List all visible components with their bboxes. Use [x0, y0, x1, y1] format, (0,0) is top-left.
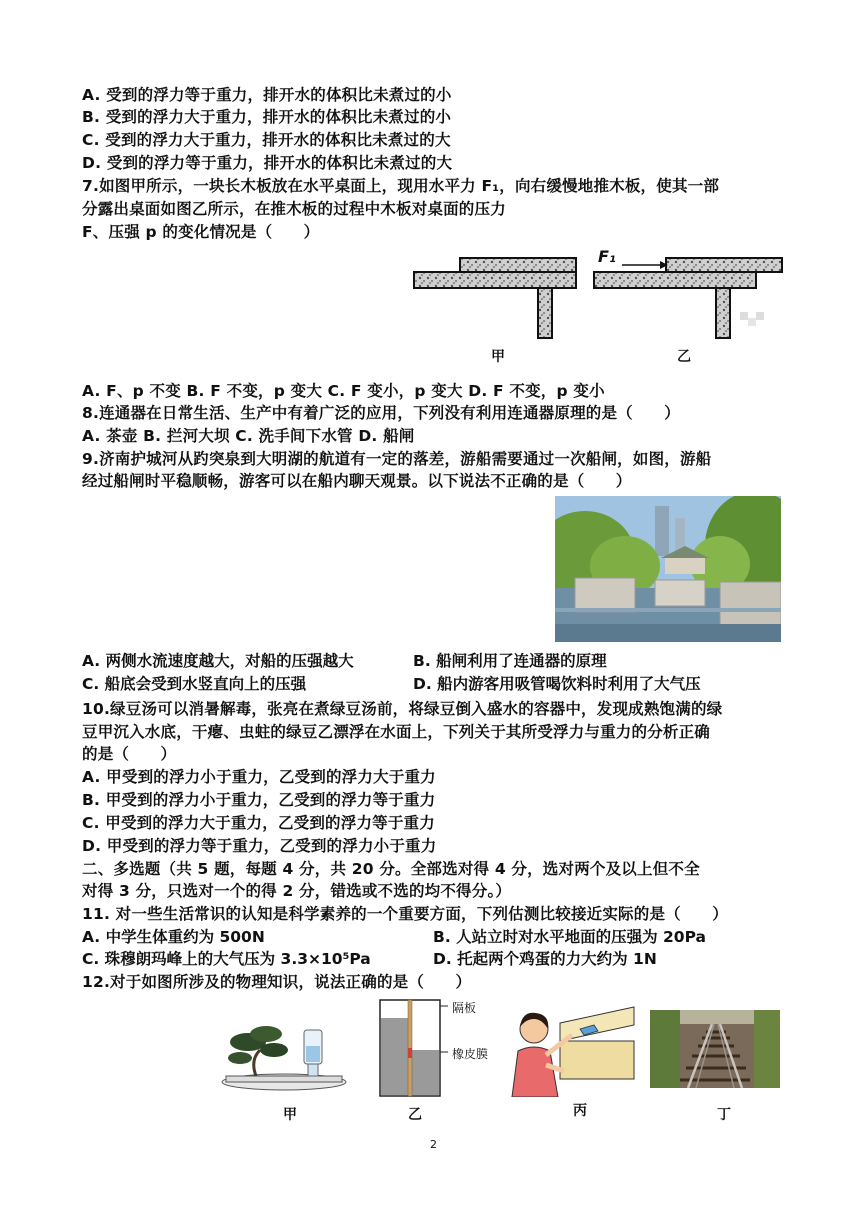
- q10-option-c: C. 甲受到的浮力大于重力，乙受到的浮力等于重力: [82, 814, 435, 832]
- q9-stem-line-2: 经过船闸时平稳顺畅，游客可以在船内聊天观景。以下说法不正确的是（ ）: [82, 472, 632, 490]
- q11-option-d: D. 托起两个鸡蛋的力大约为 1N: [433, 950, 657, 968]
- ship-lock-photo: [555, 496, 781, 642]
- q9-stem-line-1: 9.济南护城河从趵突泉到大明湖的航道有一定的落差，游船需要通过一次船闸，如图，游船: [82, 450, 712, 468]
- membrane-label: 橡皮膜: [452, 1047, 489, 1061]
- q10-option-b: B. 甲受到的浮力小于重力，乙受到的浮力等于重力: [82, 791, 436, 809]
- force-f1-label: F₁: [598, 247, 616, 266]
- partition-label: 隔板: [452, 1001, 477, 1015]
- ship-lock-photo-svg: [555, 496, 781, 642]
- q9-option-c: C. 船底会受到水竖直向上的压强: [82, 675, 307, 693]
- section2-heading-line-1: 二、多选题（共 5 题，每题 4 分，共 20 分。全部选对得 4 分，选对两个及以上但不全: [82, 860, 700, 878]
- q12-fig-label-ding: 丁: [717, 1107, 731, 1123]
- q10-option-a: A. 甲受到的浮力小于重力，乙受到的浮力大于重力: [82, 768, 436, 786]
- q6-option-c: C. 受到的浮力大于重力，排开水的体积比未煮过的大: [82, 131, 451, 149]
- q10-stem-line-1: 10.绿豆汤可以消暑解毒，张亮在煮绿豆汤前，将绿豆倒入盛水的容器中，发现成熟饱满的绿: [82, 700, 723, 718]
- q7-stem-line-3: F、压强 p 的变化情况是（ ）: [82, 223, 320, 241]
- board-yi: [666, 258, 782, 272]
- q12-fig-jia: [220, 1020, 348, 1092]
- q11-option-b: B. 人站立时对水平地面的压强为 20Pa: [433, 928, 706, 946]
- q7-options: A. F、p 不变 B. F 不变，p 变大 C. F 变小，p 变大 D. F 不变，p 变小: [82, 382, 605, 400]
- q9-option-b: B. 船闸利用了连通器的原理: [413, 652, 607, 670]
- q12-stem: 12.对于如图所涉及的物理知识，说法正确的是（ ）: [82, 973, 472, 991]
- q8-options: A. 茶壶 B. 拦河大坝 C. 洗手间下水管 D. 船闸: [82, 427, 415, 445]
- q11-stem: 11. 对一些生活常识的认知是科学素养的一个重要方面，下列估测比较接近实际的是（ ）: [82, 905, 728, 923]
- table-top-jia: [414, 272, 576, 288]
- table-leg-jia: [538, 288, 552, 338]
- q11-option-c: C. 珠穆朗玛峰上的大气压为 3.3×10⁵Pa: [82, 950, 371, 968]
- q9-option-d: D. 船内游客用吸管喝饮料时利用了大气压: [413, 675, 701, 693]
- q11-option-a: A. 中学生体重约为 500N: [82, 928, 265, 946]
- q7-stem-line-2: 分露出桌面如图乙所示，在推木板的过程中木板对桌面的压力: [82, 200, 506, 218]
- board-jia: [460, 258, 576, 272]
- q9-option-a: A. 两侧水流速度越大，对船的压强越大: [82, 652, 354, 670]
- q6-option-a: A. 受到的浮力等于重力，排开水的体积比未煮过的小: [82, 86, 452, 104]
- q7-fig-label-yi: 乙: [677, 349, 691, 365]
- q12-fig-label-yi: 乙: [408, 1107, 422, 1123]
- table-leg-yi: [716, 288, 730, 338]
- q12-fig-bing: [502, 1005, 638, 1097]
- q7-stem-line-1: 7.如图甲所示，一块长木板放在水平桌面上，现用水平力 F₁，向右缓慢地推木板，使其一部: [82, 177, 720, 195]
- section2-heading-line-2: 对得 3 分，只选对一个的得 2 分，错选或不选的均不得分。）: [82, 882, 512, 900]
- q6-option-d: D. 受到的浮力等于重力，排开水的体积比未煮过的大: [82, 154, 453, 172]
- q10-option-d: D. 甲受到的浮力等于重力，乙受到的浮力小于重力: [82, 837, 437, 855]
- q10-stem-line-3: 的是（ ）: [82, 745, 177, 763]
- table-top-yi: [594, 272, 756, 288]
- railway-photo: [650, 1010, 780, 1088]
- q12-fig-yi: [378, 998, 448, 1100]
- q12-fig-label-bing: 丙: [573, 1103, 587, 1119]
- q8-stem: 8.连通器在日常生活、生产中有着广泛的应用，下列没有利用连通器原理的是（ ）: [82, 404, 680, 422]
- q12-fig-label-jia: 甲: [283, 1107, 297, 1123]
- q10-stem-line-2: 豆甲沉入水底，干瘪、虫蛀的绿豆乙漂浮在水面上，下列关于其所受浮力与重力的分析正确: [82, 723, 711, 741]
- q7-fig-label-jia: 甲: [491, 349, 505, 365]
- page-number: 2: [430, 1138, 437, 1151]
- q6-option-b: B. 受到的浮力大于重力，排开水的体积比未煮过的小: [82, 108, 452, 126]
